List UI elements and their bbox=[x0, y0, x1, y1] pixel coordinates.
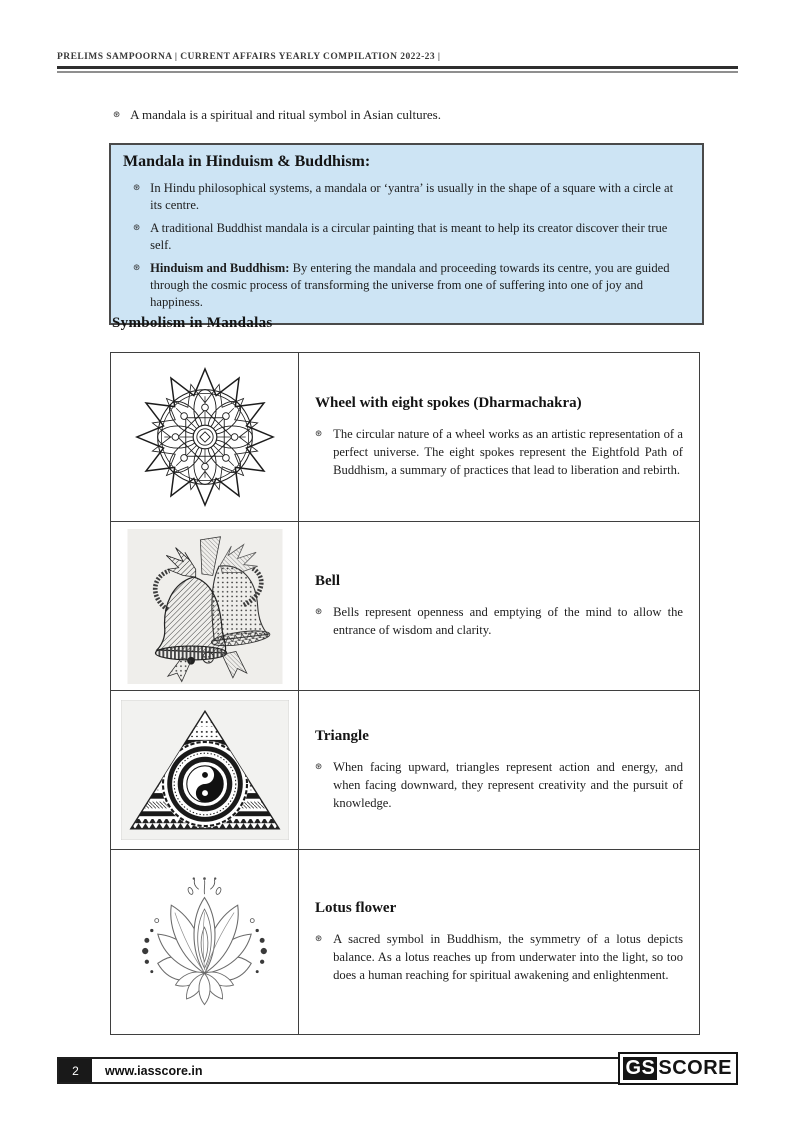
header-title: PRELIMS SAMPOORNA | CURRENT AFFAIRS YEARLY COMPILATION 2022-23 | bbox=[57, 52, 441, 62]
info-box-mandala bbox=[109, 143, 704, 325]
symbol-title: Lotus flower bbox=[315, 899, 397, 916]
mandala-wheel-svg bbox=[129, 363, 281, 511]
symbol-text: Bells represent openness and emptying of the mind to allow the entrance of wisdom and clarity. bbox=[333, 604, 683, 637]
footer-website: www.iasscore.in bbox=[105, 1063, 203, 1078]
section-heading: Symbolism in Mandalas bbox=[112, 315, 273, 331]
bullet-icon: ⊛ bbox=[133, 263, 141, 274]
bullet-bold: Hinduism and Buddhism: bbox=[150, 261, 293, 276]
table-cell-bell-text bbox=[299, 522, 699, 690]
intro-text: A mandala is a spiritual and ritual symbol in Asian cultures. bbox=[130, 107, 441, 122]
symbol-bullet bbox=[315, 758, 683, 812]
bullet-icon: ⊛ bbox=[315, 761, 323, 772]
header-divider bbox=[57, 66, 738, 73]
bullet-icon: ⊛ bbox=[133, 223, 141, 234]
symbol-text: A sacred symbol in Buddhism, the symmetry of a lotus depicts balance. As a lotus reaches up from underwater into the light, so too does a human reaching for spiritual awakening and enlightenment. bbox=[333, 931, 683, 983]
page-header bbox=[57, 52, 738, 73]
bullet-text: In Hindu philosophical systems, a mandala or ‘yantra’ is usually in the shape of a square with a circle at its centre. bbox=[150, 181, 674, 212]
symbol-title: Wheel with eight spokes (Dharmachakra) bbox=[315, 394, 582, 411]
bullet-text: By entering the mandala and proceeding towards its centre, you are guided through the cosmic process of transforming the universe from one of suffering into one of joy and happiness. bbox=[150, 261, 670, 309]
bullet-icon: ⊛ bbox=[315, 428, 323, 439]
bullet-icon: ⊛ bbox=[113, 110, 121, 120]
bullet-icon: ⊛ bbox=[133, 183, 141, 193]
symbol-bullet bbox=[315, 930, 683, 984]
bells-image bbox=[111, 522, 299, 690]
table-row-wheel bbox=[111, 353, 699, 522]
bells-svg bbox=[120, 529, 290, 684]
gsscore-logo bbox=[618, 1052, 738, 1085]
page-number: 2 bbox=[59, 1059, 92, 1082]
table-row-bell bbox=[111, 522, 699, 691]
mandala-wheel-image bbox=[111, 353, 299, 521]
symbol-bullet bbox=[315, 425, 683, 479]
intro-bullet bbox=[113, 107, 688, 123]
table-cell-lotus-text bbox=[299, 850, 699, 1034]
info-box-title: Mandala in Hinduism & Buddhism: bbox=[123, 153, 371, 170]
symbols-table bbox=[110, 352, 700, 1035]
triangle-image bbox=[111, 691, 299, 849]
symbol-text: When facing upward, triangles represent action and energy, and when facing downward, they represent creativity and the pursuit of knowledge. bbox=[333, 759, 683, 811]
triangle-svg bbox=[121, 700, 289, 840]
symbol-title: Triangle bbox=[315, 727, 369, 744]
symbol-title: Bell bbox=[315, 572, 340, 589]
symbol-bullet bbox=[315, 603, 683, 639]
logo-gs-text: GS bbox=[625, 1057, 656, 1079]
info-box-bullet bbox=[133, 260, 688, 310]
bullet-text: A traditional Buddhist mandala is a circular painting that is meant to help its creator discover their true self. bbox=[150, 221, 668, 252]
info-box-bullet bbox=[133, 180, 688, 213]
bullet-icon: ⊛ bbox=[315, 606, 323, 617]
lotus-svg bbox=[122, 858, 287, 1026]
symbol-text: The circular nature of a wheel works as an artistic representation of a perfect universe. The eight spokes represent the Eightfold Path of Buddhism, a summary of practices that lead to liberation and rebirth. bbox=[333, 426, 683, 478]
lotus-image bbox=[111, 850, 299, 1034]
bullet-icon: ⊛ bbox=[315, 933, 323, 944]
table-cell-wheel-text bbox=[299, 353, 699, 521]
table-row-lotus bbox=[111, 850, 699, 1034]
info-box-bullet bbox=[133, 220, 688, 253]
table-cell-triangle-text bbox=[299, 691, 699, 849]
logo-score-text: SCORE bbox=[658, 1057, 732, 1079]
table-row-triangle bbox=[111, 691, 699, 850]
